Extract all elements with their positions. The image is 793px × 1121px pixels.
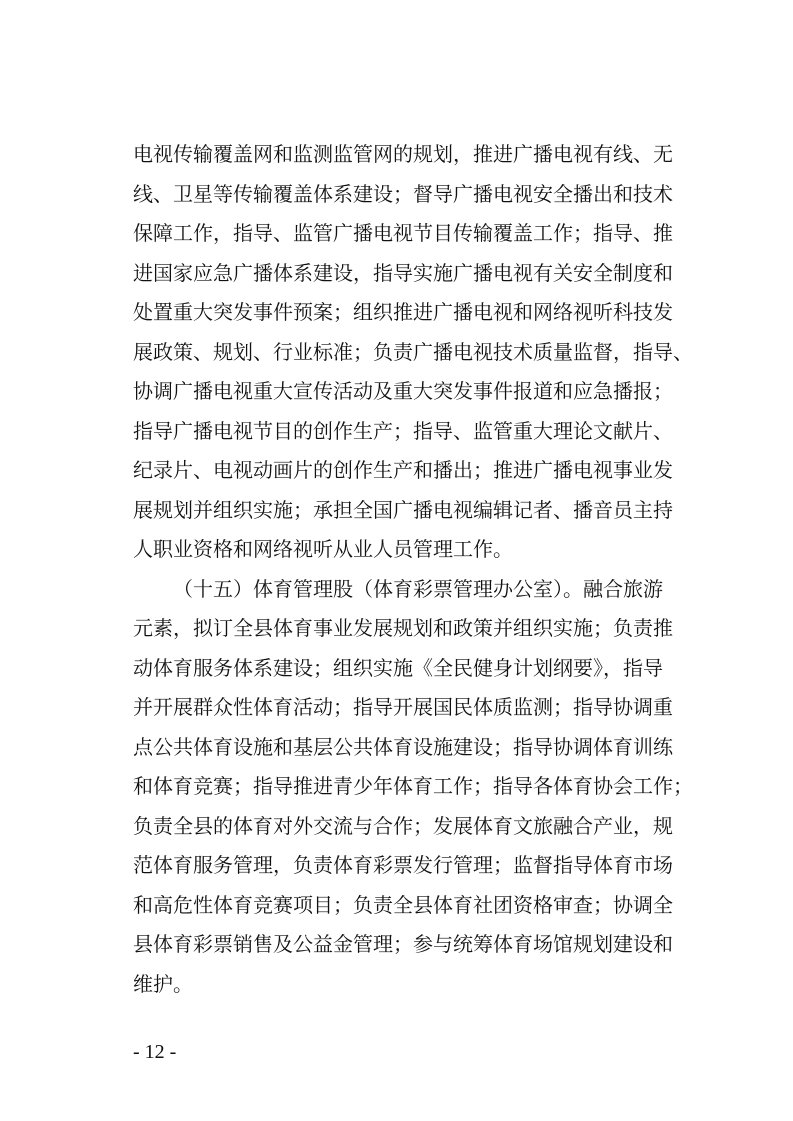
- text-line: 人职业资格和网络视听从业人员管理工作。: [133, 537, 513, 561]
- text-line: 维护。: [133, 971, 193, 996]
- text-line: 处置重大突发事件预案；组织推进广播电视和网络视听科技发: [133, 300, 673, 324]
- text-line: 展政策、规划、行业标准；负责广播电视技术质量监督，指导、: [133, 339, 693, 364]
- text-line: 指导广播电视节目的创作生产；指导、监管重大理论文献片、: [133, 418, 673, 443]
- text-line: 进国家应急广播体系建设，指导实施广播电视有关安全制度和: [133, 260, 673, 285]
- text-line: 和体育竞赛；指导推进青少年体育工作；指导各体育协会工作；: [133, 774, 693, 798]
- body-text: [133, 135, 693, 1004]
- text-line: 范体育服务管理，负责体育彩票发行管理；监督指导体育市场: [133, 853, 673, 877]
- text-line: 线、卫星等传输覆盖体系建设；督导广播电视安全播出和技术: [133, 181, 673, 206]
- section-heading-line: （十五）体育管理股（体育彩票管理办公室）。融合旅游: [173, 576, 663, 601]
- text-line: 元素，拟订全县体育事业发展规划和政策并组织实施；负责推: [133, 616, 673, 640]
- text-line: 和高危性体育竞赛项目；负责全县体育社团资格审查；协调全: [133, 892, 673, 917]
- text-line: 纪录片、电视动画片的创作生产和播出；推进广播电视事业发: [133, 458, 673, 482]
- text-line: 电视传输覆盖网和监测监管网的规划，推进广播电视有线、无: [133, 142, 673, 166]
- text-line: 县体育彩票销售及公益金管理；参与统筹体育场馆规划建设和: [133, 932, 673, 956]
- text-line: 协调广播电视重大宣传活动及重大突发事件报道和应急播报；: [133, 379, 673, 403]
- text-line: 点公共体育设施和基层公共体育设施建设；指导协调体育训练: [133, 734, 673, 759]
- page-number: - 12 -: [133, 1041, 177, 1063]
- text-line: 负责全县的体育对外交流与合作；发展体育文旅融合产业，规: [133, 813, 673, 838]
- paragraph-radio-tv-duties: [133, 135, 693, 570]
- text-line: 保障工作，指导、监管广播电视节目传输覆盖工作；指导、推: [133, 221, 673, 245]
- text-line: 并开展群众性体育活动；指导开展国民体质监测；指导协调重: [133, 695, 673, 719]
- text-line: 展规划并组织实施；承担全国广播电视编辑记者、播音员主持: [133, 497, 673, 522]
- paragraph-sports-management-section: [133, 570, 693, 1005]
- text-line: 动体育服务体系建设；组织实施《全民健身计划纲要》，指导: [133, 655, 663, 680]
